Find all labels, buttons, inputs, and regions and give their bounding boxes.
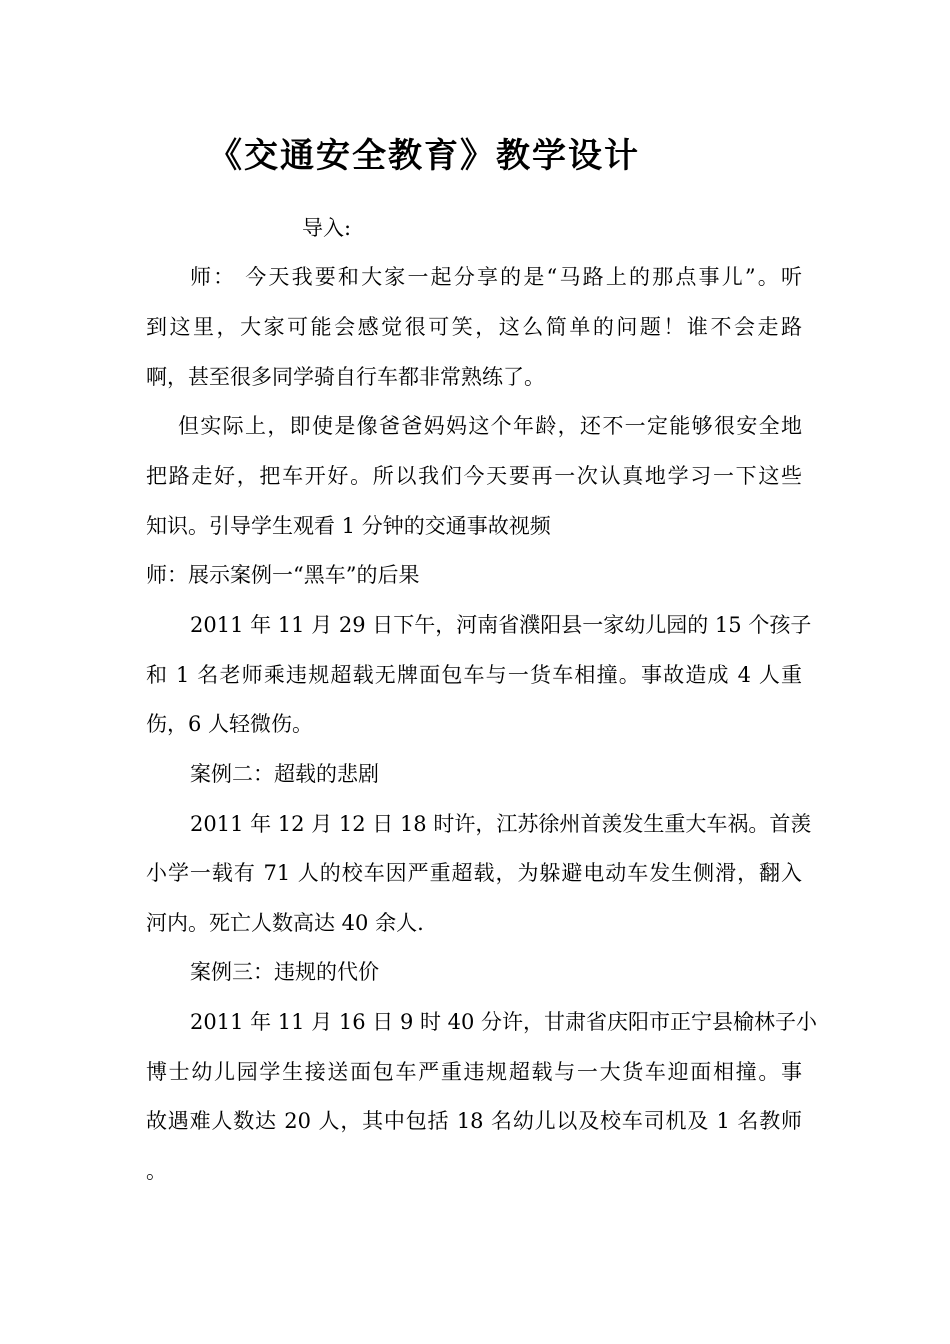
paragraph-line: 2011 年 12 月 12 日 18 时许，江苏徐州首羡发生重大车祸。首羡 [190,812,812,836]
paragraph-line: 故遇难人数达 20 人，其中包括 18 名幼儿以及校车司机及 1 名教师 [146,1109,802,1133]
paragraph-line: 河内。死亡人数高达 40 余人. [146,911,424,935]
case-heading: 师：展示案例一“黑车”的后果 [146,563,420,587]
paragraph-line: 小学一载有 71 人的校车因严重超载，为躲避电动车发生侧滑，翻入 [146,861,802,885]
case-heading: 案例二：超载的悲剧 [190,762,379,786]
paragraph-line: 2011 年 11 月 16 日 9 时 40 分许，甘肃省庆阳市正宁县榆林子小 [190,1010,818,1034]
paragraph-line: 伤，6 人轻微伤。 [146,712,314,736]
paragraph-line: 和 1 名老师乘违规超载无牌面包车与一货车相撞。事故造成 4 人重 [146,663,802,687]
paragraph-line: 啊，甚至很多同学骑自行车都非常熟练了。 [146,365,545,389]
paragraph-line: 2011 年 11 月 29 日下午，河南省濮阳县一家幼儿园的 15 个孩子 [190,613,812,637]
paragraph-line: 。 [146,1159,167,1183]
paragraph-line: 师： 今天我要和大家一起分享的是“马路上的那点事儿”。听 [190,265,802,289]
paragraph-line: 知识。引导学生观看 1 分钟的交通事故视频 [146,514,551,538]
case-heading: 案例三：违规的代价 [190,960,379,984]
document-title: 《交通安全教育》教学设计 [208,136,640,176]
paragraph-line: 把路走好，把车开好。所以我们今天要再一次认真地学习一下这些 [146,464,802,488]
paragraph-line: 博士幼儿园学生接送面包车严重违规超载与一大货车迎面相撞。事 [146,1060,802,1084]
intro-heading: 导入: [302,216,352,240]
paragraph-line: 但实际上，即使是像爸爸妈妈这个年龄，还不一定能够很安全地 [178,414,802,438]
paragraph-line: 到这里，大家可能会感觉很可笑，这么简单的问题！谁不会走路 [146,315,802,339]
